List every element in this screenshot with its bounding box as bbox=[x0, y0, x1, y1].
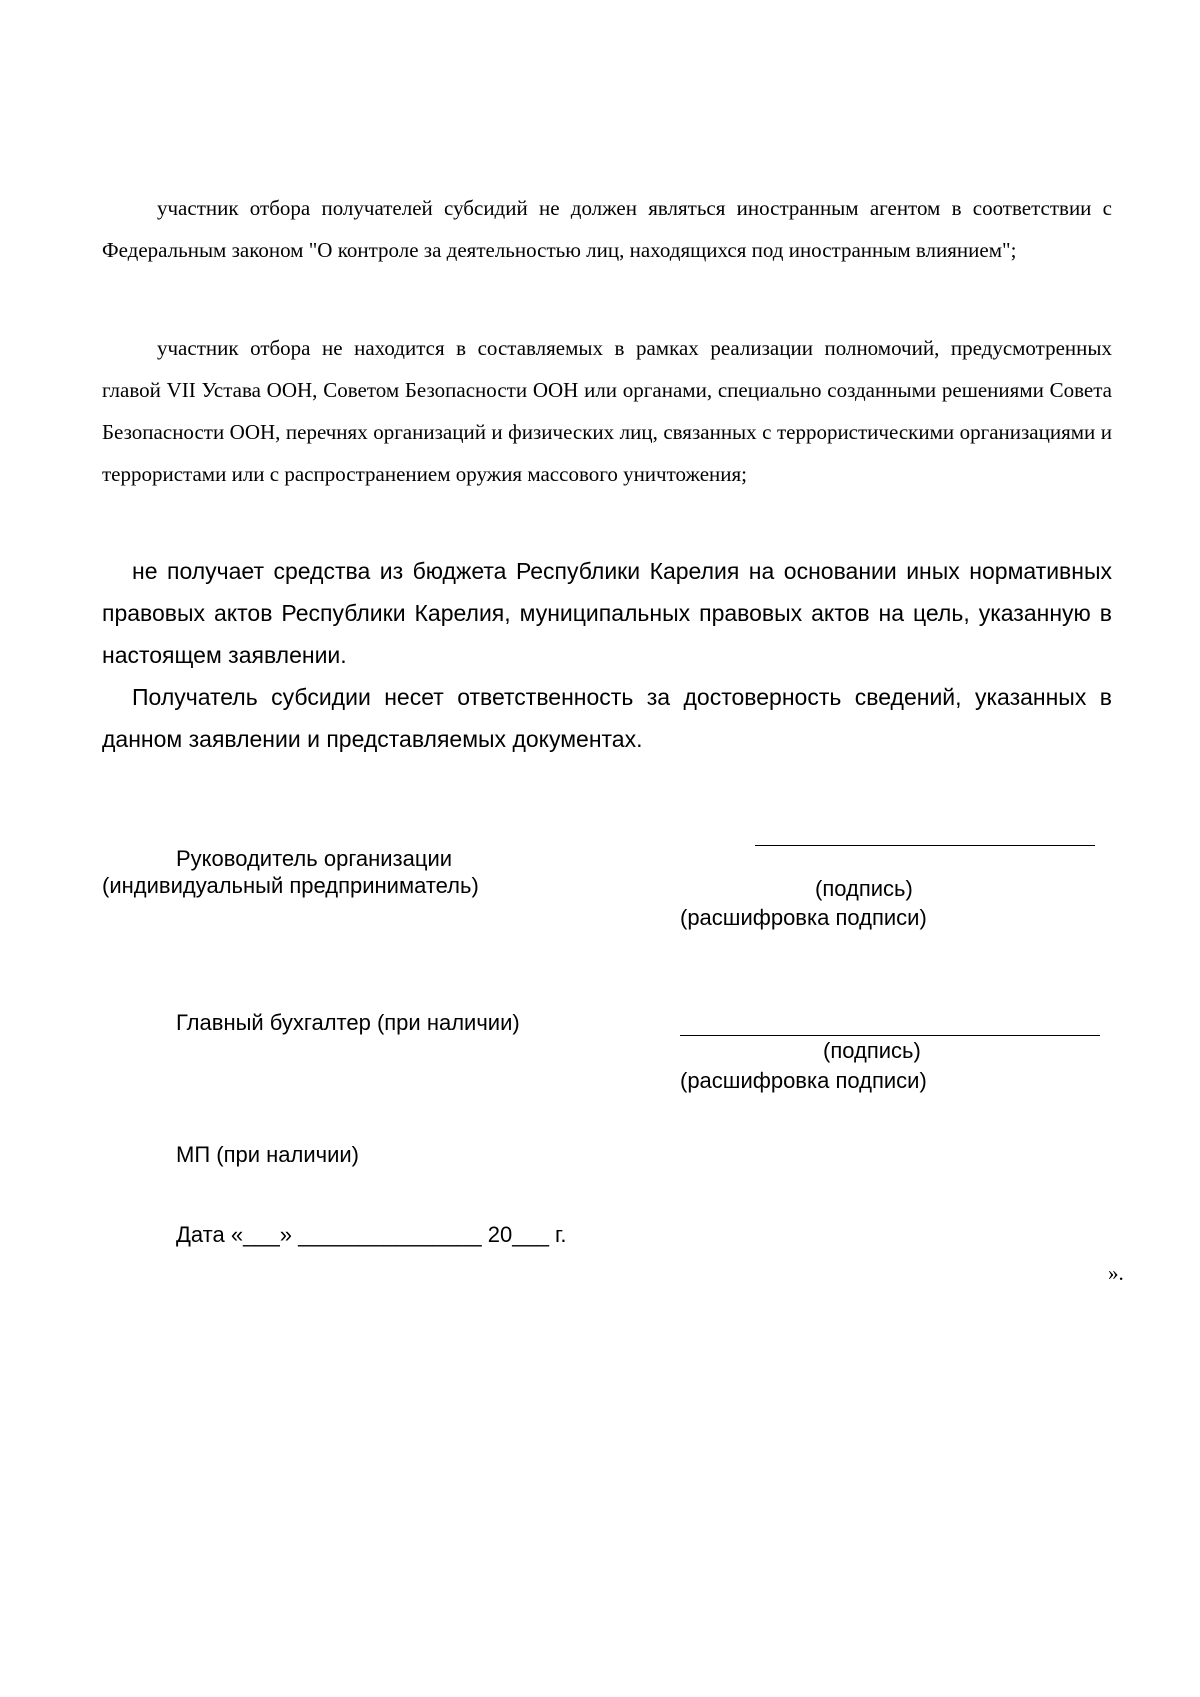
head-title-line2: (индивидуальный предприниматель) bbox=[102, 873, 479, 898]
paragraph-foreign-agent-text: участник отбора получателей субсидий не должен являться иностранным агентом в соответствии с Федеральным законом "О контроле за деятельностью лиц, находящихся под иностранным влиянием"; bbox=[102, 196, 1112, 262]
head-decode-label: (расшифровка подписи) bbox=[680, 905, 927, 930]
paragraph-responsibility bbox=[102, 676, 1112, 760]
paragraph-foreign-agent bbox=[102, 187, 1112, 271]
accountant-signature-line bbox=[680, 1035, 1100, 1036]
accountant-title: Главный бухгалтер (при наличии) bbox=[176, 1010, 520, 1035]
paragraph-budget-funds-text: не получает средства из бюджета Республики Карелия на основании иных нормативных правовых актов Республики Карелия, муниципальных правовых актов на цель, указанную в настоящем заявлении. bbox=[102, 558, 1112, 668]
stamp-label: МП (при наличии) bbox=[176, 1142, 360, 1167]
paragraph-un-sanctions bbox=[102, 327, 1112, 495]
head-signature-line bbox=[755, 845, 1095, 846]
paragraph-budget-funds bbox=[102, 550, 1112, 676]
accountant-decode-label: (расшифровка подписи) bbox=[680, 1068, 927, 1093]
accountant-signature-label: (подпись) bbox=[823, 1038, 921, 1063]
head-title-line1: Руководитель организации bbox=[176, 846, 453, 871]
closing-quote-mark: ». bbox=[1108, 1261, 1124, 1285]
paragraph-un-sanctions-text: участник отбора не находится в составляемых в рамках реализации полномочий, предусмотренных главой VII Устава ООН, Советом Безопасности ООН или органами, специально созданными решениями Совета Безопасности ООН, перечнях организаций и физических лиц, связанных с террористическими организациями и террористами или с распространением оружия массового уничтожения; bbox=[102, 336, 1112, 486]
date-line: Дата «___» _______________ 20___ г. bbox=[176, 1222, 567, 1247]
head-signature-label: (подпись) bbox=[815, 876, 913, 901]
paragraph-responsibility-text: Получатель субсидии несет ответственность за достоверность сведений, указанных в данном заявлении и представляемых документах. bbox=[102, 684, 1112, 752]
